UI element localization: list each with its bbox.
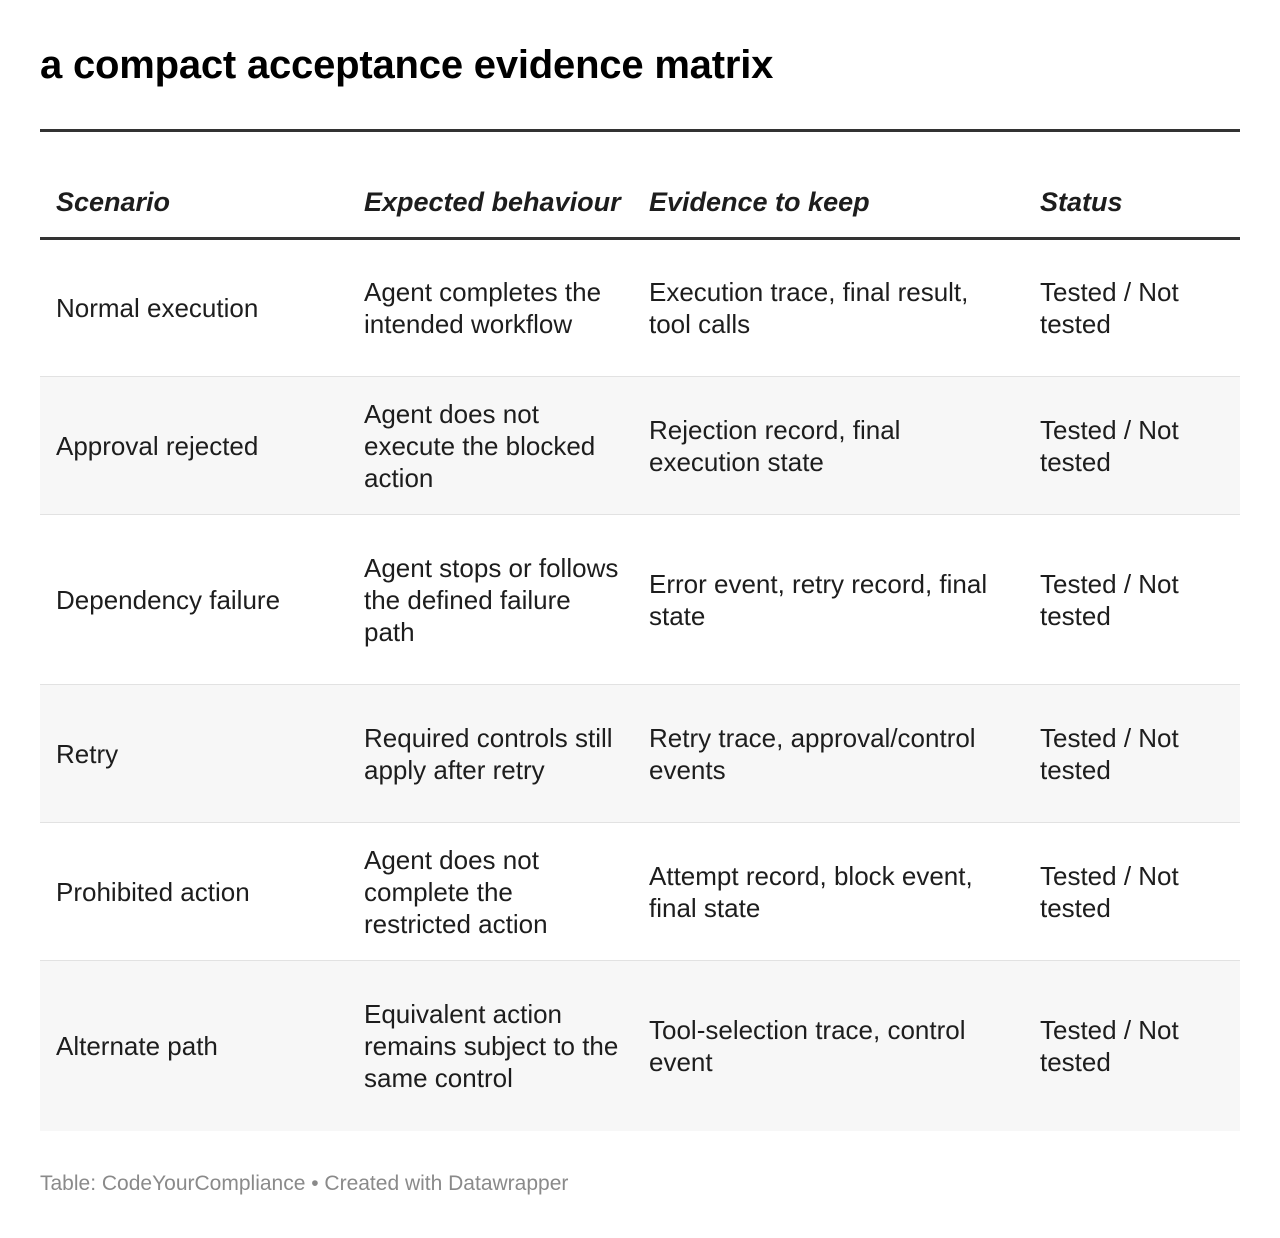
table-header [40,131,1240,239]
matrix-table [40,129,1240,1131]
cell-status: Tested / Not tested [1040,568,1179,631]
cell-scenario: Approval rejected [56,430,259,461]
column-header-status: Status [1040,187,1123,217]
cell-expected-behaviour: Required controls still apply after retry [364,722,613,785]
cell-status: Tested / Not tested [1040,1014,1179,1077]
column-header-scenario: Scenario [56,187,171,217]
cell-status: Tested / Not tested [1040,277,1179,339]
cell-expected-behaviour: Agent does not complete the restricted action [364,844,548,939]
cell-evidence: Rejection record, final execution state [649,414,901,477]
cell-expected-behaviour: Agent stops or follows the defined failure path [364,552,619,647]
column-header-expected-behaviour: Expected behaviour [364,187,621,217]
cell-evidence: Execution trace, final result, tool calls [649,277,969,339]
cell-status: Tested / Not tested [1040,722,1179,785]
table-body [40,239,1240,1131]
page-title: a compact acceptance evidence matrix [40,43,774,87]
cell-expected-behaviour: Equivalent action remains subject to the same control [364,998,619,1093]
evidence-matrix-table [40,129,1240,1131]
table-row [40,823,1240,961]
table-row [40,515,1240,685]
column-header-evidence-to-keep: Evidence to keep [649,187,870,217]
cell-evidence: Error event, retry record, final state [649,568,988,631]
cell-evidence: Tool-selection trace, control event [649,1014,966,1077]
cell-evidence: Attempt record, block event, final state [649,860,973,923]
cell-status: Tested / Not tested [1040,860,1179,923]
cell-scenario: Dependency failure [56,584,281,615]
table-row [40,961,1240,1131]
cell-expected-behaviour: Agent does not execute the blocked action [364,398,596,493]
cell-scenario: Alternate path [56,1030,218,1061]
cell-status: Tested / Not tested [1040,414,1179,477]
table-row [40,685,1240,823]
cell-evidence: Retry trace, approval/control events [649,722,976,785]
cell-scenario: Normal execution [56,293,259,323]
cell-scenario: Retry [56,738,119,769]
table-row [40,377,1240,515]
header-row [40,131,1240,239]
table-row [40,239,1240,377]
source-footer: Table: CodeYourCompliance • Created with Datawrapper [40,1172,569,1195]
cell-scenario: Prohibited action [56,876,250,907]
cell-expected-behaviour: Agent completes the intended workflow [364,277,602,339]
